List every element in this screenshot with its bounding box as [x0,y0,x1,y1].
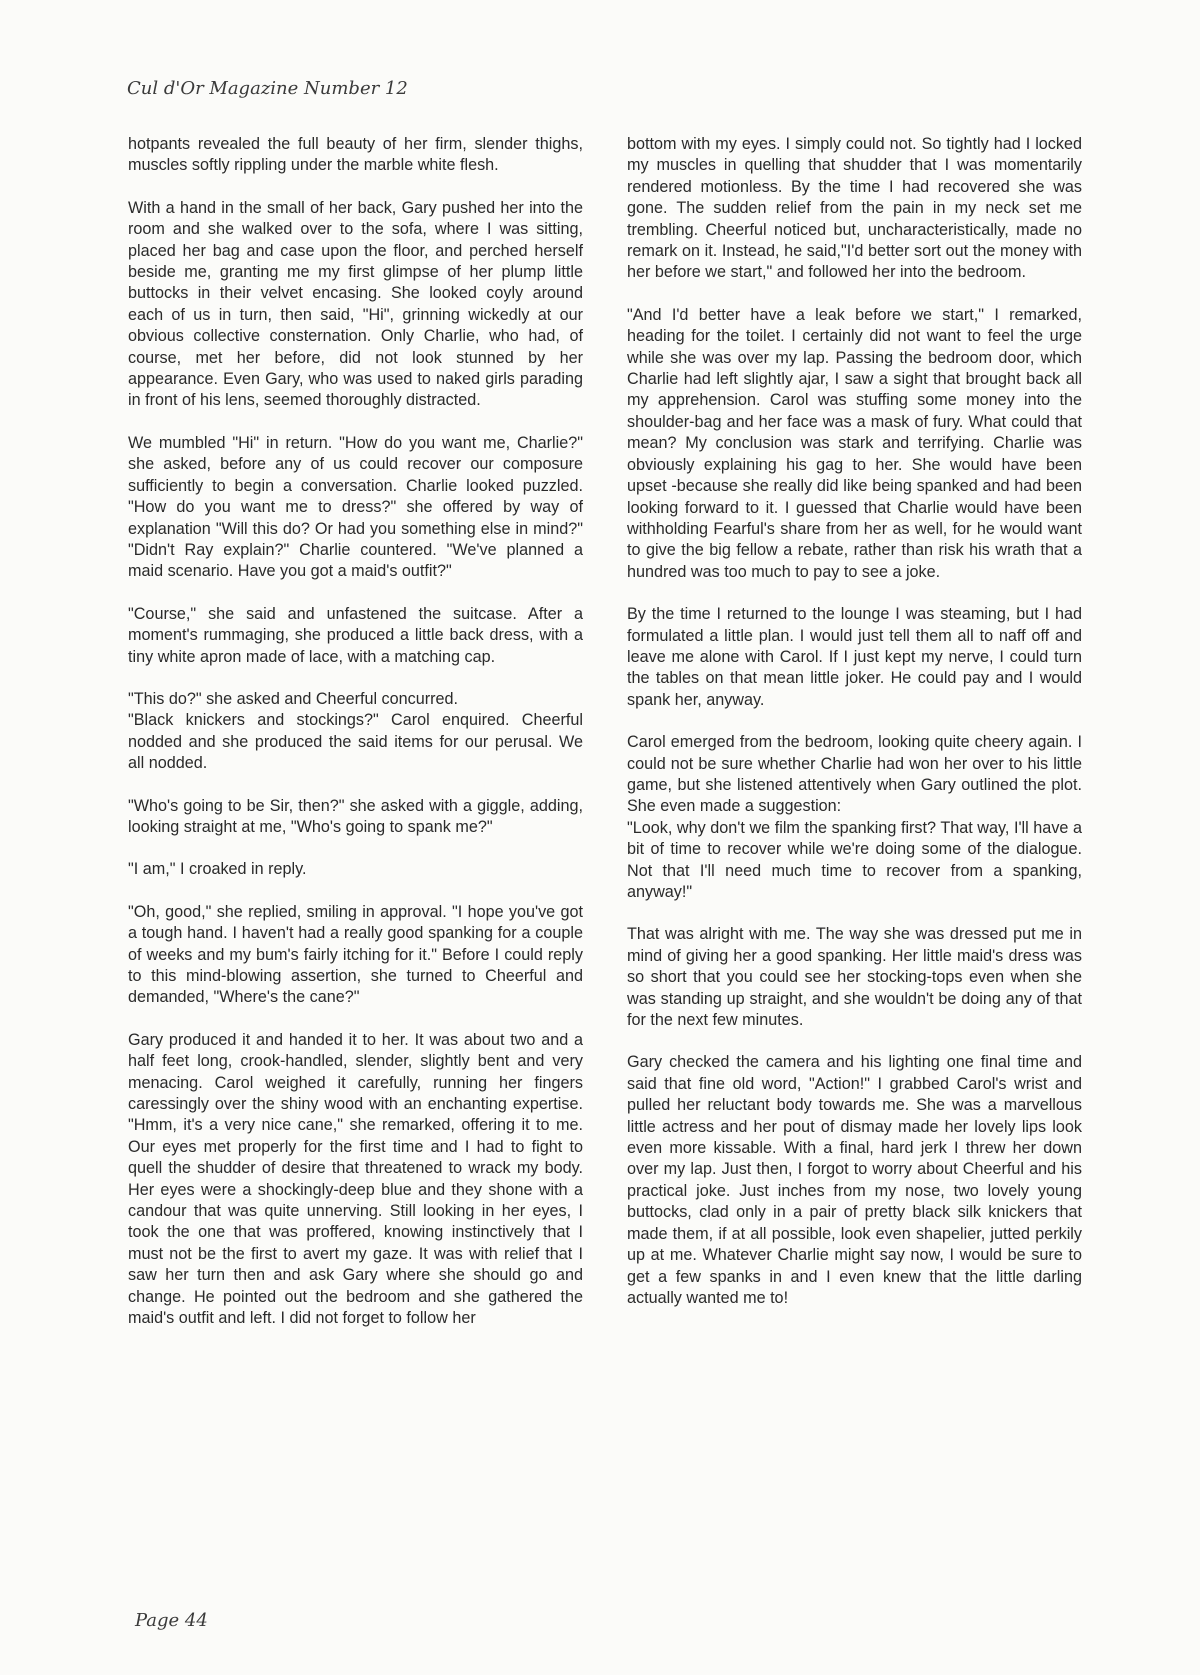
paragraph: That was alright with me. The way she was dressed put me in mind of giving her a good spanking. Her little maid's dress was so short that you could see her stocking-tops even when she was standing up straight, and she wouldn't be doing any of that for the next few minutes. [627,925,1082,1030]
paragraph: "Who's going to be Sir, then?" she asked with a giggle, adding, looking straight at me, "Who's going to spank me?" [128,796,583,836]
right-column [627,134,1082,1330]
paragraph: "This do?" she asked and Cheerful concurred. [128,689,459,708]
paragraph: We mumbled "Hi" in return. "How do you want me, Charlie?" she asked, before any of us could recover our composure sufficiently to begin a conversation. Charlie looked puzzled. "How do you want me to dress?" she offered by way of explanation "Will this do? Or had you something else in mind?" "Didn't Ray explain?" Charlie countered. "We've planned a maid scenario. Have you got a maid's outfit?" [128,433,583,581]
paragraph: By the time I returned to the lounge I was steaming, but I had formulated a little plan. I would just tell them all to naff off and leave me alone with Carol. If I just kept my nerve, I could turn the tables on that mean little joker. He could pay and I would spank her, anyway. [627,605,1082,709]
paragraph: "Look, why don't we film the spanking first? That way, I'll have a bit of time to recover while we're doing some of the dialogue. Not that I'll need much time to recover from a spanking, anyway!" [627,818,1082,901]
paragraph: "I am," I croaked in reply. [128,860,307,879]
paragraph: "Black knickers and stockings?" Carol enquired. Cheerful nodded and she produced the said items for our perusal. We all nodded. [128,711,583,773]
magazine-title: Cul d'Or Magazine Number 12 [127,78,408,99]
page-number: Page 44 [135,1610,208,1631]
paragraph: "Course," she said and unfastened the suitcase. After a moment's rummaging, she produced a little back dress, with a tiny white apron made of lace, with a matching cap. [128,604,583,666]
paragraph: "And I'd better have a leak before we start," I remarked, heading for the toilet. I certainly did not want to feel the urge while she was over my lap. Passing the bedroom door, which Charlie had left slightly ajar, I saw a sight that brought back all my apprehension. Carol was stuffing some money into the shoulder-bag and her face was a mask of fury. What could that mean? My conclusion was stark and terrifying. Charlie was obviously explaining his gag to her. She would have been upset -because she really did like being spanked and had been looking forward to it. I guessed that Charlie would have been withholding Fearful's share from her as well, for he would want to give the big fellow a rebate, rather than risk his wrath that a hundred was too much to pay to see a joke. [627,305,1082,581]
paragraph: With a hand in the small of her back, Gary pushed her into the room and she walked over to the sofa, where I was sitting, placed her bag and case upon the floor, and perched herself beside me, granting me my first glimpse of her plump little buttocks in their velvet encasing. She looked coyly around each of us in turn, then said, "Hi", grinning wickedly at our obvious collective consternation. Only Charlie, who had, of course, met her before, did not look stunned by her appearance. Even Gary, who was used to naked girls parading in front of his lens, seemed thoroughly distracted. [128,198,583,410]
paragraph: Carol emerged from the bedroom, looking quite cheery again. I could not be sure whether Charlie had won her over to his little game, but she listened attentively when Gary outlined the plot. She even made a suggestion: [627,733,1082,816]
paragraph: "Oh, good," she replied, smiling in approval. "I hope you've got a tough hand. I haven't had a really good spanking for a couple of weeks and my bum's fairly itching for it." Before I could reply to this mind-blowing assertion, she turned to Cheerful and demanded, "Where's the cane?" [128,902,583,1007]
paragraph: Gary checked the camera and his lighting one final time and said that fine old word, "Action!" I grabbed Carol's wrist and pulled her reluctant body towards me. She was a marvellous little actress and her pout of dismay made her lovely lips look even more kissable. With a final, hard jerk I threw her down over my lap. Just then, I forgot to worry about Cheerful and his practical joke. Just inches from my nose, two lovely young buttocks, clad only in a pair of pretty black silk knickers that made them, if at all possible, look even shapelier, jutted perkily up at me. Whatever Charlie might say now, I would be sure to get a few spanks in and I even knew that the little darling actually wanted me to! [627,1053,1082,1307]
paragraph: hotpants revealed the full beauty of her firm, slender thighs, muscles softly rippling under the marble white flesh. [128,135,583,175]
paragraph: bottom with my eyes. I simply could not. So tightly had I locked my muscles in quelling that shudder that I was momentarily rendered motionless. By the time I had recovered she was gone. The sudden relief from the pain in my neck set me trembling. Cheerful noticed but, uncharacteristically, made no remark on it. Instead, he said,"I'd better sort out the money with her before we start," and followed her into the bedroom. [627,135,1082,282]
paragraph: Gary produced it and handed it to her. It was about two and a half feet long, crook-handled, slender, slightly bent and very menacing. Carol weighed it carefully, running her fingers caressingly over the shiny wood with an enchanting expertise. "Hmm, it's a very nice cane," she remarked, offering it to me. Our eyes met properly for the first time and I had to fight to quell the shudder of desire that threatened to wrack my body. Her eyes were a shockingly-deep blue and they shone with a candour that was quite unnerving. Still looking in her eyes, I took the one that was proffered, knowing instinctively that I must not be the first to avert my gaze. It was with relief that I saw her turn then and ask Gary where she should go and change. He pointed out the bedroom and she gathered the maid's outfit and left. I did not forget to follow her [128,1030,583,1328]
left-column [128,134,583,1351]
